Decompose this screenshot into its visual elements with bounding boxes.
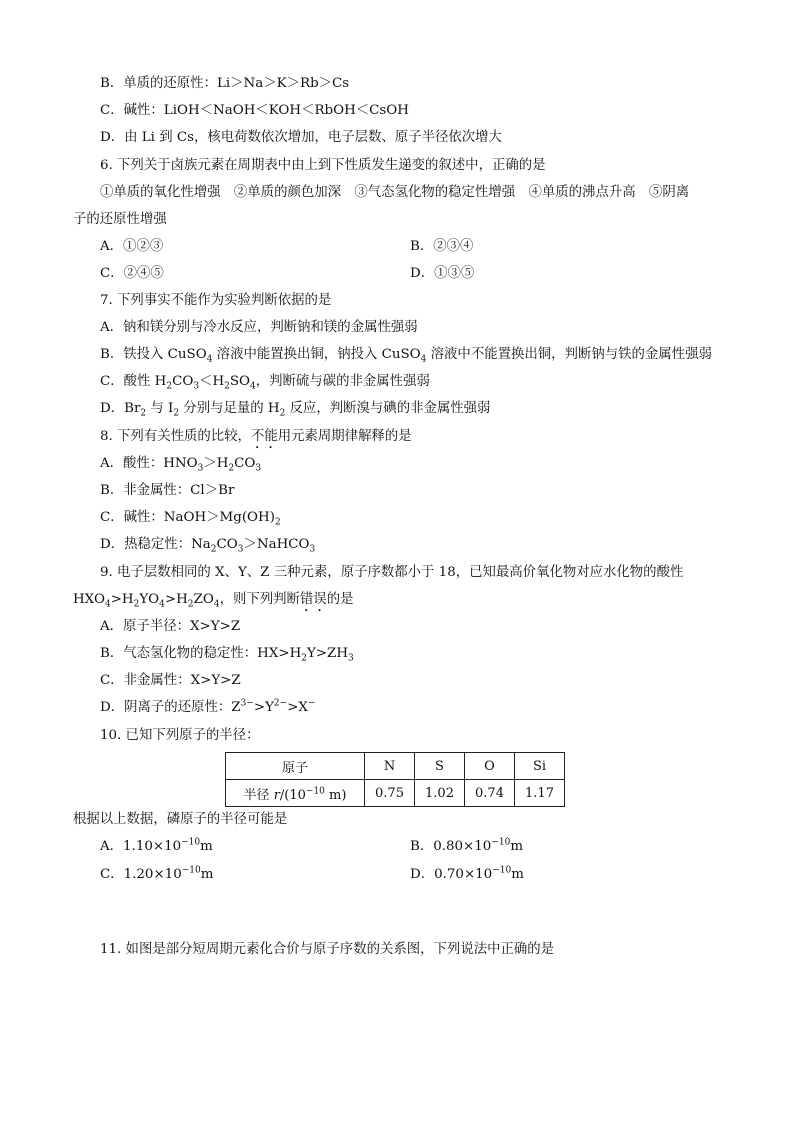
q6-option-c: C．②④⑤ — [100, 266, 164, 281]
q8-stem: 8. 下列有关性质的比较，不能用元素周期律解释的是 — [100, 429, 412, 444]
q6-option-a: A．①②③ — [100, 239, 164, 254]
emphasis-dot-text: 错误 — [299, 592, 327, 607]
q9-option-b: B．气态氢化物的稳定性：$HX>H_2Y>ZH_3$ — [100, 646, 354, 664]
q6-stem: 6. 下列关于卤族元素在周期表中由上到下性质发生递变的叙述中，正确的是 — [100, 158, 546, 173]
table-row — [226, 780, 565, 807]
q10-option-c: C．$1.20\times 10^{-10}m$ — [100, 865, 214, 882]
atomic-radius-table — [225, 752, 565, 807]
table-header-cell: Si — [515, 753, 565, 780]
q9-option-d: D．阴离子的还原性：$Z^{3-}>Y^{2-}>X^-$ — [100, 698, 316, 715]
q6-option-b: B．②③④ — [410, 239, 474, 254]
q9-option-c: C．非金属性：X>Y>Z — [100, 673, 241, 688]
q9-stem-line2: $HXO_4>H_2YO_4>H_2ZO_4$，则下列判断错误的是 — [73, 592, 354, 610]
q7-option-a: A．钠和镁分别与冷水反应，判断钠和镁的金属性强弱 — [100, 320, 418, 335]
q10-option-a: A．$1.10\times 10^{-10}m$ — [100, 837, 213, 854]
emphasis-dot-text: 不能 — [250, 429, 278, 444]
table-cell: 0.75 — [365, 780, 415, 807]
q9-stem-line1: 9. 电子层数相同的 X、Y、Z 三种元素，原子序数都小于 18，已知最高价氧化物对应水化物的酸性 — [100, 565, 684, 580]
table-cell: 1.17 — [515, 780, 565, 807]
table-cell: 0.74 — [465, 780, 515, 807]
q8-option-d: D．热稳定性：$Na_2CO_3>NaHCO_3$ — [100, 537, 316, 555]
q7-option-c: C．酸性 $H_2CO_3<H_2SO_4$，判断硫与碳的非金属性强弱 — [100, 374, 430, 392]
q10-after-table: 根据以上数据，磷原子的半径可能是 — [73, 812, 288, 827]
q5-option-b: B．单质的还原性：Li＞Na＞K＞Rb＞Cs — [100, 76, 350, 91]
q6-items-line1: ①单质的氧化性增强 ②单质的颜色加深 ③气态氢化物的稳定性增强 ④单质的沸点升高 ⑤阴离 — [100, 185, 690, 200]
q6-option-d: D．①③⑤ — [410, 266, 475, 281]
q10-option-b: B．$0.80\times 10^{-10}m$ — [410, 837, 524, 854]
table-cell: 1.02 — [415, 780, 465, 807]
table-header-cell: N — [365, 753, 415, 780]
table-header-cell: O — [465, 753, 515, 780]
q8-option-a: A．酸性：$HNO_3>H_2CO_3$ — [100, 456, 262, 474]
q6-items-line2: 子的还原性增强 — [73, 212, 167, 227]
q9-option-a: A．原子半径：X>Y>Z — [100, 619, 241, 634]
q7-option-b: B．铁投入 CuSO$_4$ 溶液中能置换出铜，钠投入 CuSO$_4$ 溶液中不能置换出铜，判断钠与铁的金属性强弱 — [100, 347, 712, 365]
q8-option-c: C．碱性：$NaOH>Mg(OH)_2$ — [100, 510, 281, 528]
q8-option-b: B．非金属性：Cl＞Br — [100, 483, 235, 498]
q10-stem: 10. 已知下列原子的半径： — [100, 728, 260, 743]
q5-option-d: D．由 Li 到 Cs，核电荷数依次增加，电子层数、原子半径依次增大 — [100, 130, 502, 145]
q7-stem: 7. 下列事实不能作为实验判断依据的是 — [100, 293, 332, 308]
q10-option-d: D．$0.70\times 10^{-10}m$ — [410, 865, 524, 882]
q5-option-c: C．碱性：LiOH＜NaOH＜KOH＜RbOH＜CsOH — [100, 103, 409, 118]
table-row-label: 半径 $r/(10^{-10}$ m) — [226, 780, 365, 807]
table-header-cell: 原子 — [226, 753, 365, 780]
q11-stem: 11. 如图是部分短周期元素化合价与原子序数的关系图，下列说法中正确的是 — [100, 942, 555, 957]
table-row — [226, 753, 565, 780]
table-header-cell: S — [415, 753, 465, 780]
q7-option-d: D．$Br_2$ 与 $I_2$ 分别与足量的 $H_2$ 反应，判断溴与碘的非金属性强弱 — [100, 401, 491, 419]
